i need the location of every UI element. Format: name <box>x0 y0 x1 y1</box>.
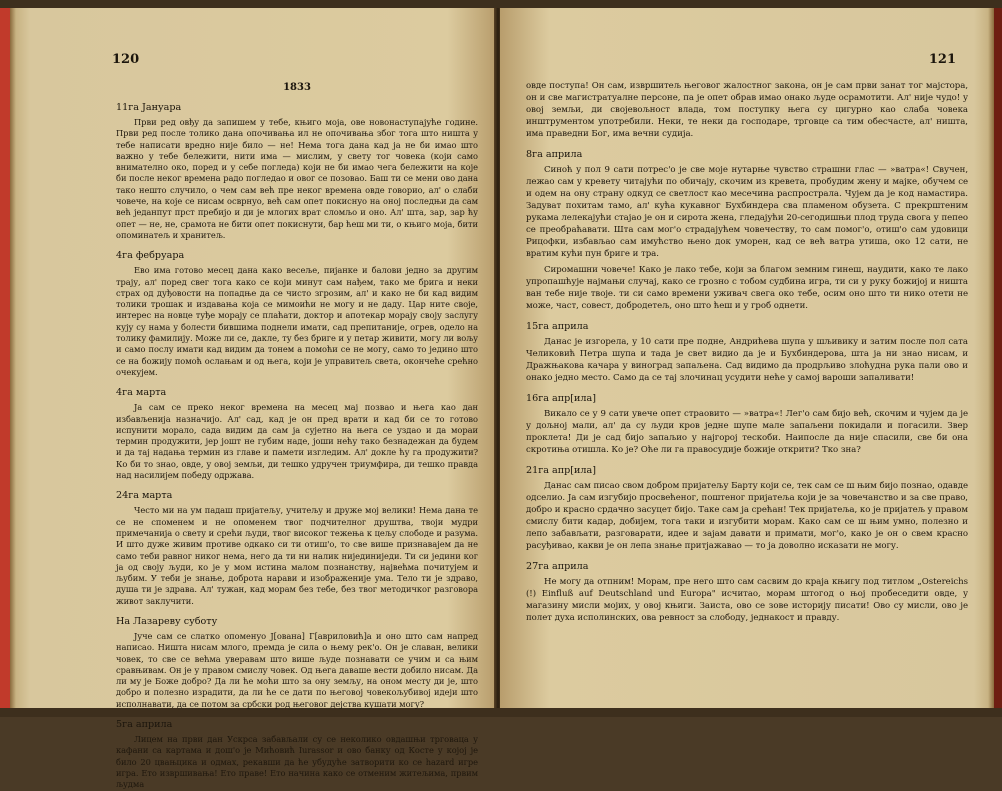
entry-date: 5га априла <box>116 719 173 731</box>
entry-date: 27га априла <box>526 561 589 572</box>
right-page <box>500 8 994 708</box>
left-entries <box>116 102 478 791</box>
entry-text: Не могу да отпним! Морам, пре него што сам сасвим до краја књигу под титлом „Ostereichs (!) Einfluß auf Deutschland und Europa" исчитао, морам штогод о њој пробеседити овде, у магазину мисли мојих, у овој књиги. Заиста, ово се зове историју писати! Ово су мисли, ово је полет духа исполинских, ова ревност за слободу, једнакост и правду. <box>526 577 968 623</box>
entry-text: Синоћ у пол 9 сати потрес'о је све моје нутарње чувство страшни глас — »ватра«! Свучен, лежао сам у кревету читајући по обичају, скочим из кревета, пробудим жену и мајке, обучем се и одем на ону страну одкуд се светлост као месечина распрострала. Чујем да је код намастира. Задуват похитам тамо, ал' кућа кукавног Бухбиндера сва пламеном обузета. С прекрштеним рукама лелекајући стајао је он и сирота жена, гледајући 20-сегодишњи плод труда свога у пепео се преобраћавати. Шта сам мог'о страдајућем човечеству, то сам помог'о, отиш'о сам удовици Рицофки, избављао сам имућство њено док уморен, кад се већ ватра утиша, око 12 сати, не вратим кући пун бриге и тра. <box>526 165 968 259</box>
entry-text: Први ред овђу да запишем у тебе, књиго моја, ове новонаступајуће године. Први ред после толико дана опочивања ил не опочивања због тога што ништа у тебе написати вредно није било — не! Нема тога дана кад ја не би имао што важно у тебе бележити, нити има — мислим, у свету тог човека (који само внимателно око, поред и у себе погледа) који не би имао чега бележити на које би после неког времена радо погледао и овог се позовао. Баш ти се мени ово дана тако нешто случило, о чем сам већ пре неког времена овде говорио, ал' о слаби човече, на које се нисам осврнуо, већ сам опет покиснуо на оној последњи да сам већ једанпут прст пребијо и ди је млогих врат сломљо и оно. Ал' шта, зар, зар ћу опет — не, не, срамота не бити опет покиснути, бар ћеш ми ти, о књиго моја, бити опоминатељ и хранитељ. <box>116 117 478 240</box>
entry-date: 15га априла <box>526 321 589 332</box>
entry-date: 4га марта <box>116 387 167 399</box>
entry-date: 8га априла <box>526 149 583 160</box>
left-page <box>10 8 496 790</box>
entry-text: Јуче сам се слатко опоменуо Ј[ована] Г[авриловић]а и оно што сам напред написао. Ништа нисам млого, премда је сила о њему рек'о. Он је славан, велики човек, то све се већма уверавам што више људе познавати се учим и са њим сравњивам. Он је у правом смислу човек. Од њега даваше вести добило нисам. Да ли му је Боже добро? Да ли ће моћи што за ону земљу, на оном месту ди је, што добро и полезно израдити, да ли ће се дати по његовој човекољубивој идеји што исполнавати, да се потом за србски род његовог дејства кушати могу? <box>116 630 478 709</box>
entry-date: 16га апр[ила] <box>526 393 596 404</box>
entry-text: Лицем на први дан Ускрса забављали су се неколико овдашњи трговаца у кафани са картама и дош'о је Мићовић Iurassor и ово банку од Косте у којој је било 20 цвањцика и одмах, рекавши да ће убудуће затворити ко се hazard игре игра. Ето извршивања! Ето праве! Ето начина како се отменим житељима, првим људма <box>116 734 478 790</box>
entry-text: Сиромашни човече! Како је лако тебе, који за благом земним гинеш, наудити, како те лако упропашћује најмањи случај, како се грозно с тобом судбина игра, ти си у руку божијој и ништа ван тебе није твоје. ти си само времени уживач свега око тебе, осим оно што ти нико отети не може, част, совест, добродетељ, оно што ћеш и у гроб однети. <box>526 265 968 311</box>
entry-date: 4га фебруара <box>116 250 185 262</box>
right-entries <box>526 80 968 624</box>
entry-text: овде поступа! Он сам, извршитељ његовог жалостног закона, он је сам први занат тог мајстора, он и све магистратуалне персоне, па је опет обрав имао онако људе осрамотити. Ал' није чудо! у овој земљи, ди својевољност влада, том поступку њега су цигурно као слаба човека инштрументом употребили. Неки, те неки да господаре, трговце са тим обесчасте, ал' ништа, има праведни Бог, има вечни судија. <box>526 81 968 139</box>
left-page-number: 120 <box>112 52 140 67</box>
year-heading: 1833 <box>283 82 311 93</box>
entry-text: Викало се у 9 сати увече опет страовито — »ватра«! Лег'о сам бијо већ, скочим и чујем да је у дољној мали, ал' да су људи кров једне шупе мале запаљени покидали и погасили. Звер проклета! Ди је сад бијо запаљио у најгорој тескоби. Наипосле да није спасили, све би она скротиња отишла. Ко је? Оће ли га правосудије божије открити? Тко зна? <box>526 409 968 455</box>
entry-date: На Лазареву суботу <box>116 615 218 627</box>
entry-text: Ево има готово месец дана како весеље, пијанке и балови једно за другим трају, ал' поред свег тога како се који минут сам нађем, тако ме брига и неки страх од дуђовости на попадње да се чисто згрозим, ал' и како не би кад видим толики трошак и издавања која се мимоићи не могу и не даду. Цар ните своје, интерес на новце туђе морају се плаћати, доктор и апотекар морају своју заслугу кују су нама у болести бившима поднели имати, сад препитаније, огрев, одело на толику фамилију. Може ли се, дакле, ту без бриге и у петар живити, могу ли вољу и само послу имати кад видим да тонем а помоћи се не могу, само то једино што се на божију помоћ ослањам и од њега, који је управитељ света, окончеће срећно очекујем. <box>116 265 478 377</box>
entry-date: 11га Јануара <box>116 102 182 113</box>
entry-text: Данас је изгорела, у 10 сати пре подне, Андрићева шупа у шљивику и затим после пол сата Челиковић Петра шупа и тада је свет видио да је и Бухбиндерова, шта ја ни знао нисам, и Дражњакова качара у виноград запаљена. Сад видимо да продрљиво злоћудна рука пали ово и онако једно место. Само да се тај злочинац усудити неће у самој вароши запаливати! <box>526 337 968 383</box>
right-page-number: 121 <box>928 52 956 67</box>
entry-text: Ја сам се преко неког времена на месец мај позвао и њега као дан избављенија назначијо. Ал' сад, кад је он пред врати и кад би се то готово испунити морало, сада видим да сам ја сујетно на њега се уздао и да мораи термин продужити, јер јошт не губим наде, јоши нећу тако безнадежан да будем и да тај надања термин из главе и памети изгледим. Ал' докле ћу га продужити? Ко би то знао, овде, у овој земљи, ди тешко удручен триумфира, ди тешко правда над насилијем победу одржава. <box>116 402 478 481</box>
entry-text: Често ми на ум падаш пријатељу, учитељу и друже мој велики! Нема дана те се не споменем и не опоменем твог подчителног друштва, твоји мудри примечанија о свету и срећи људи, твог високог тежења к цељу слободе и разума. И што дуже живим противе одкако си ти отиш'о, то све више признавајем да не само теби равног никог нема, него да ти ни налик нијединиједи. Ти си једини ког ја од своју људи, ко је у мом истина малом познанству, највећма почитујем и љубим. У теби је знање, доброта нарави и изображеније ума. Тело ти је здраво, душа ти је здрава. Ал' тужан, кад морам без тебе, без твог методичког разговора живот заклучити. <box>116 505 478 606</box>
entry-text: Данас сам писао свом добром пријатељу Барту који се, тек сам се ш њим бијо познао, одавде одселио. Ја сам изгубијо просвећеног, поштеног пријатеља који је за човечанство и за све право, добро и красно срдачно засуцет бијо. Таке сам ја срећан! Тек пријатеља, ко је пријатељ у правом смислу бити кадар, добијем, тога таки и изгубити морам. Како сам се ш њим умно, полезно и лепо забављати, разговарати, идее и зајам давати и примати, мог'о, како је он о свем красно расуђивао, какви је он лепа знање притјажавао — то ја доволно исказати не могу. <box>526 481 968 551</box>
entry-date: 24га марта <box>116 490 173 502</box>
entry-date: 21га апр[ила] <box>526 465 596 476</box>
